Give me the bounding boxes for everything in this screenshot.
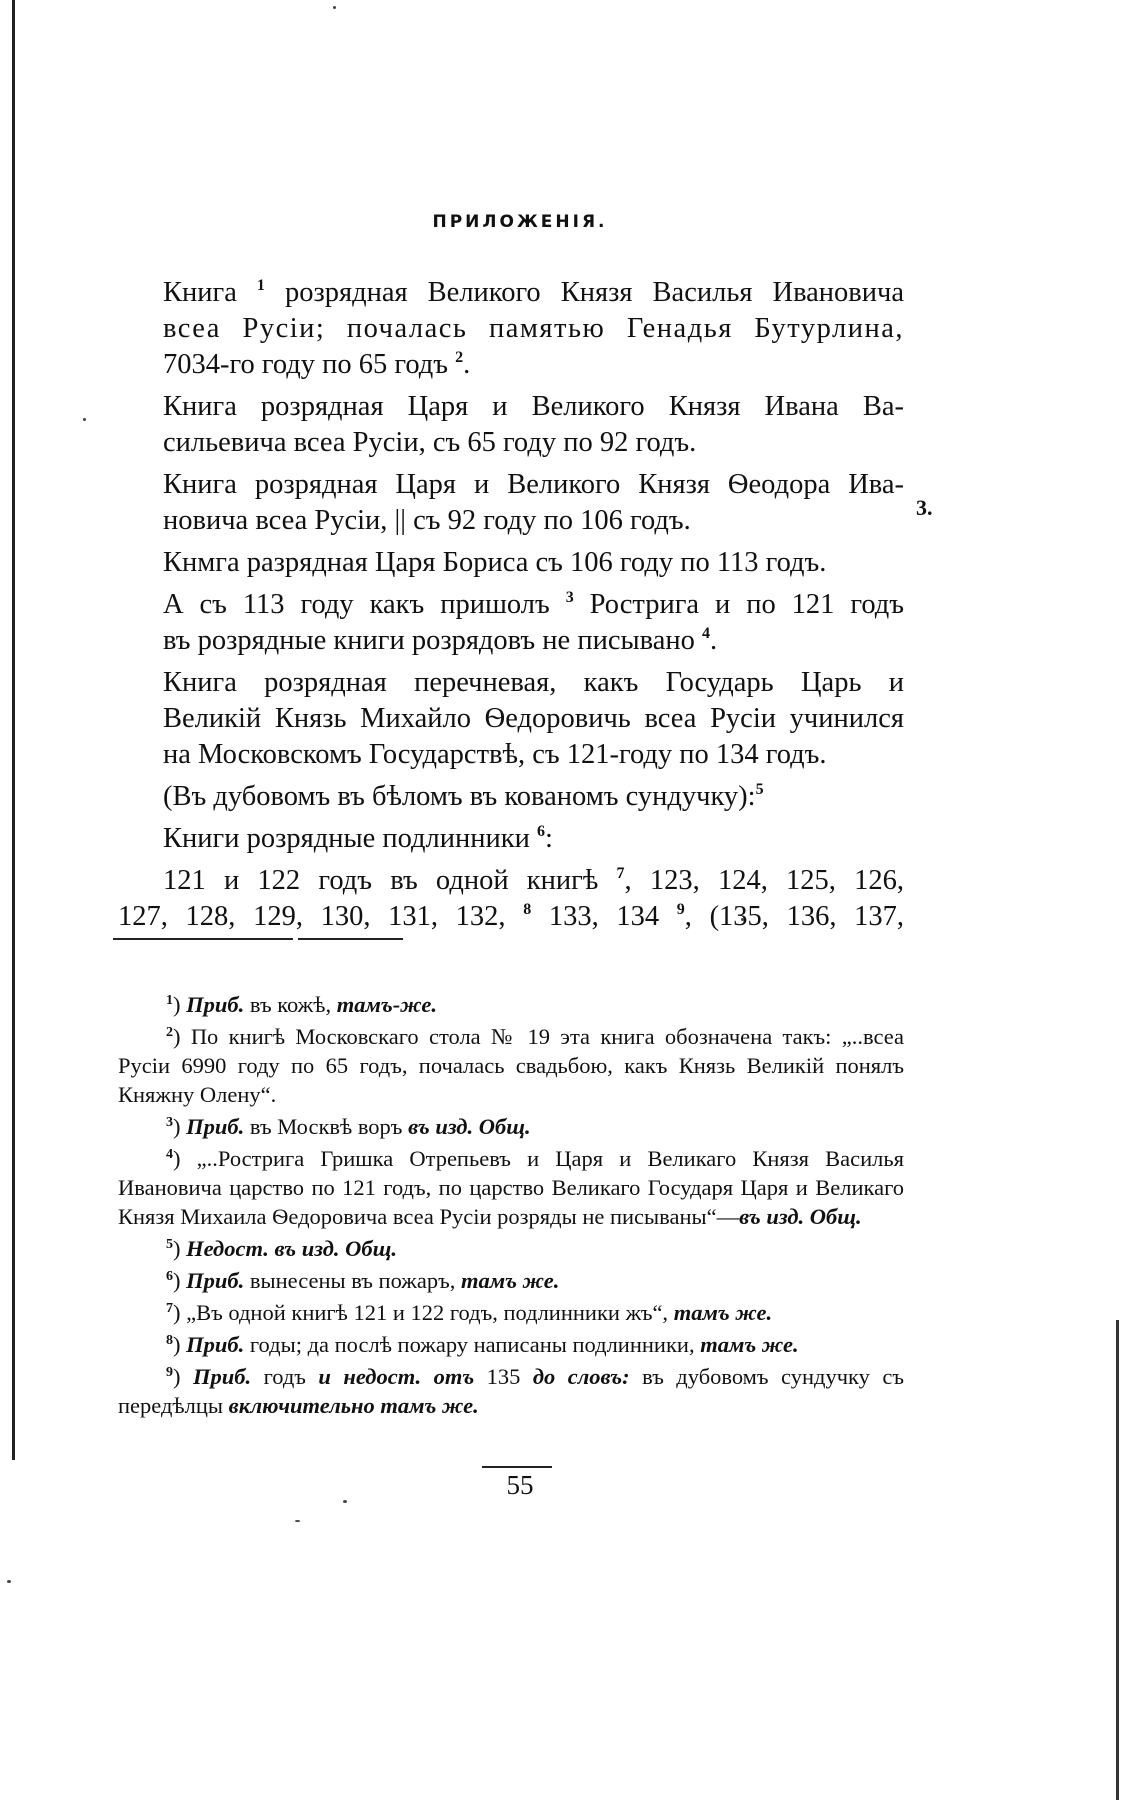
paragraph-1 — [118, 275, 904, 383]
text-line: Книги розрядные подлинники $^6$: — [163, 823, 553, 854]
text-line: Кнмга разрядная Царя Бориса съ 106 году по 113 годъ. — [163, 547, 827, 578]
footnote-1: $^1$) Приб. въ кожѣ, тамъ-же. — [166, 992, 437, 1017]
paragraph-6 — [118, 665, 904, 773]
paragraph-5 — [118, 587, 904, 659]
paragraph-2 — [118, 389, 904, 461]
footnote-ref: 2 — [455, 349, 464, 366]
text-line: на Московскомъ Государствѣ, съ 121-году по 134 годъ. — [163, 739, 827, 770]
scan-speck — [295, 1520, 300, 1522]
text-line: 7034-го году по 65 годъ $^2$. — [163, 349, 471, 380]
page-heading: ПРИЛОЖЕНІЯ. — [432, 212, 608, 232]
footnote-5: $^5$) Недост. въ изд. Общ. — [166, 1236, 397, 1261]
text-line: А съ 113 году какъ пришолъ $^3$ Рострига и по 121 годъ — [163, 589, 904, 620]
footnote-7: $^7$) „Въ одной книгѣ 121 и 122 годъ, подлинники жъ“, тамъ же. — [166, 1300, 773, 1325]
text-line: въ розрядные книги розрядовъ не писывано $^4$. — [163, 625, 718, 656]
text-line: 121 и 122 годъ въ одной книгѣ $^7$, 123, 124, 125, 126, — [163, 865, 905, 896]
paragraph-4 — [118, 545, 904, 581]
footnote-ref: 8 — [523, 901, 532, 918]
text-line: Книга розрядная Царя и Великого Князя Ивана Ва- — [163, 391, 904, 422]
text-line: Книга $^1$ розрядная Великого Князя Василья Ивановича — [163, 277, 904, 308]
footnote-4: $^4$) „..Рострига Гришка Отрепьевъ и Царя и Великаго Князя Василья Ивановича царство по 121 годъ, по царство Великаго Государя Царя и Великаго Князя Михаила Ѳедоровича всеа Русіи розряды не писываны“—въ изд. Общ. — [118, 1146, 904, 1229]
text-line: (Въ дубовомъ въ бѣломъ въ кованомъ сундучку):$^5$ — [163, 781, 764, 812]
footnote-ref: 7 — [616, 865, 625, 882]
main-text — [118, 275, 904, 941]
footnote-ref: 1 — [256, 277, 265, 294]
paragraph-8 — [118, 821, 904, 857]
footnotes — [118, 990, 904, 1423]
scan-edge-right — [1116, 1320, 1119, 1800]
footnote-rule-right — [298, 938, 403, 940]
text-line: всеа Русіи; почалась памятью Генадья Бутурлина, — [163, 313, 904, 344]
footnote-ref: 3 — [565, 589, 574, 606]
footnote-6: $^6$) Приб. вынесены въ пожаръ, тамъ же. — [166, 1268, 560, 1293]
text-line: 127, 128, 129, 130, 131, 132, $^8$ 133, 134 $^9$, (135, 136, 137, — [118, 901, 904, 932]
footnote-9: $^9$) Приб. годъ и недост. отъ 135 до словъ: въ дубовомъ сундучку съ передѣлцы включительно тамъ же. — [118, 1364, 904, 1418]
text-line: новича всеа Русіи, || съ 92 году по 106 годъ. — [163, 505, 691, 536]
footnote-ref: 5 — [755, 781, 764, 798]
text-line: Книга розрядная перечневая, какъ Государь Царь и — [163, 667, 904, 698]
paragraph-7 — [118, 779, 904, 815]
footnote-ref: 6 — [537, 823, 546, 840]
footnote-3: $^3$) Приб. въ Москвѣ воръ въ изд. Общ. — [166, 1114, 531, 1139]
footnote-rule-left — [113, 938, 293, 940]
text-line: Книга розрядная Царя и Великого Князя Ѳеодора Ива- — [163, 469, 904, 500]
paragraph-9 — [118, 863, 904, 935]
footnote-ref: 9 — [676, 901, 685, 918]
footnote-8: $^8$) Приб. годы; да послѣ пожару написаны подлинники, тамъ же. — [166, 1332, 799, 1357]
page-number: 55 — [506, 1470, 534, 1500]
text-line: сильевича всеа Русіи, съ 65 году по 92 годъ. — [163, 427, 697, 458]
paragraph-3 — [118, 467, 904, 539]
scan-speck — [333, 6, 336, 9]
margin-page-ref: 3. — [916, 495, 933, 520]
scan-speck — [7, 1580, 11, 1583]
page-number-rule — [482, 1466, 552, 1468]
scan-speck — [83, 418, 86, 421]
footnote-2: $^2$) По книгѣ Московскаго стола № 19 эта книга обозначена такъ: „..всеа Русіи 6990 году по 65 годъ, почалась свадьбою, какъ Князь Великій понялъ Княжну Олену“. — [118, 1024, 904, 1107]
footnote-ref: 4 — [701, 625, 710, 642]
text-line: Великій Князь Михайло Ѳедоровичь всеа Русіи учинился — [163, 703, 904, 734]
